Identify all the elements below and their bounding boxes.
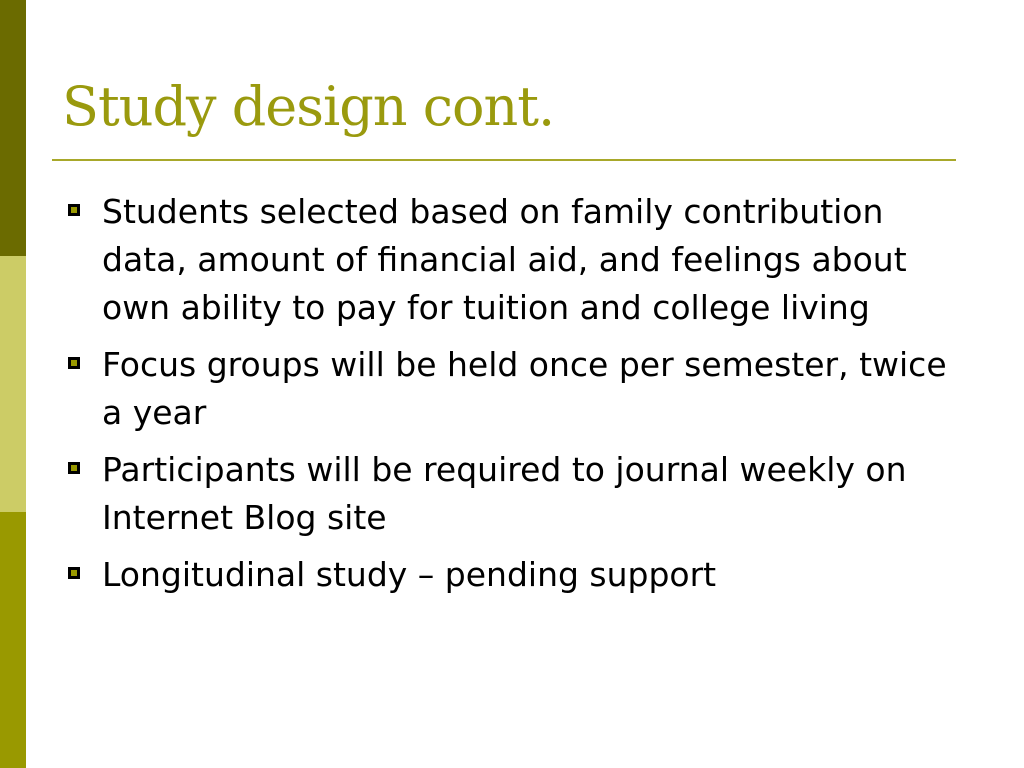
bullet-item [68,551,968,599]
side-accent-bar [0,0,26,768]
hollow-square-bullet-icon [68,567,80,579]
side-bar-top-segment [0,0,26,256]
bullet-item [68,188,968,332]
hollow-square-bullet-icon [68,462,80,474]
bullet-list [68,188,968,608]
slide-title: Study design cont. [62,75,555,138]
bullet-text: Longitudinal study – pending support [102,555,717,594]
side-bar-middle-segment [0,256,26,512]
title-underline-divider [52,159,956,161]
side-bar-bottom-segment [0,512,26,768]
hollow-square-bullet-icon [68,357,80,369]
hollow-square-bullet-icon [68,204,80,216]
bullet-text: Participants will be required to journal weekly on Internet Blog site [102,450,907,537]
bullet-text: Focus groups will be held once per semester, twice a year [102,345,947,432]
bullet-text: Students selected based on family contribution data, amount of financial aid, and feelings about own ability to pay for tuition and college living [102,192,907,327]
bullet-item [68,341,968,437]
bullet-item [68,446,968,542]
